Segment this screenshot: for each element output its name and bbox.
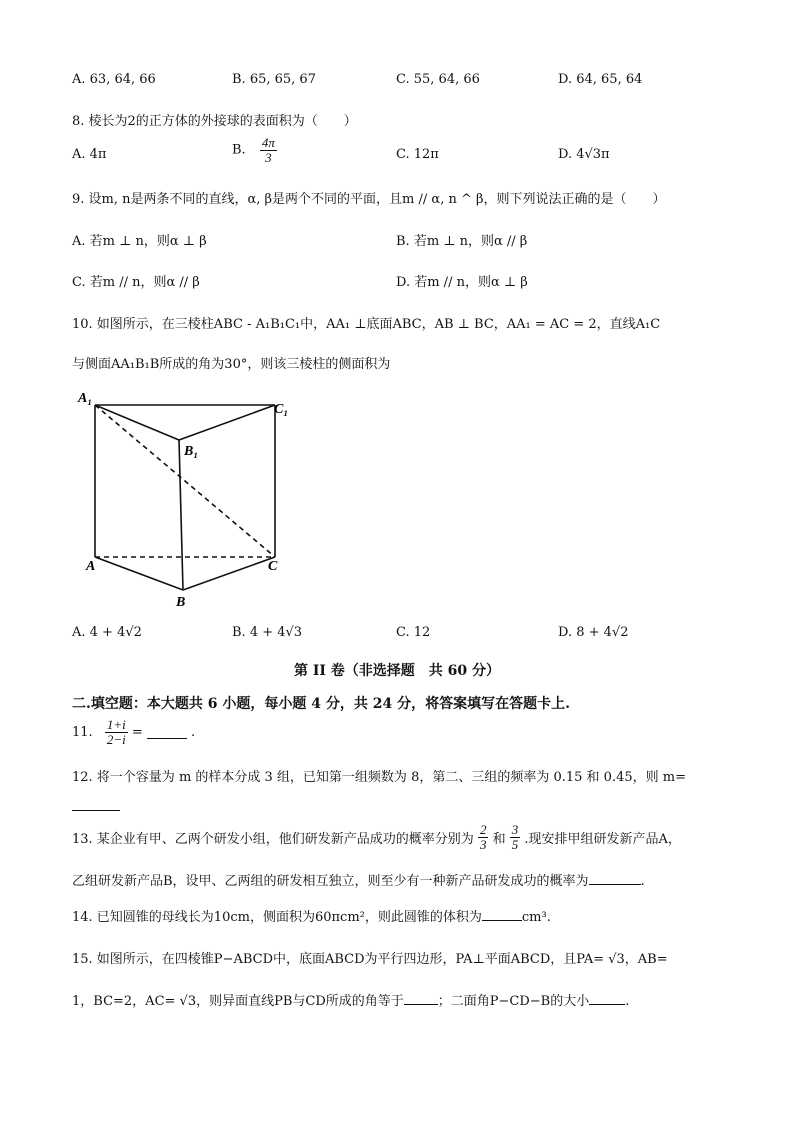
- q15-line2b: ；二面角P−CD−B的大小: [437, 994, 590, 1009]
- q11-label: 11.: [72, 724, 93, 740]
- q13-fraction-1: [478, 823, 489, 851]
- q9-option-a: A. 若m ⊥ n，则α ⊥ β: [72, 234, 207, 249]
- q8-option-b-label: B.: [232, 142, 246, 158]
- q13-and: 和: [492, 831, 506, 847]
- edge-a-b: [95, 557, 183, 590]
- section2-title: 第 II 卷（非选择题 共 60 分）: [293, 663, 501, 679]
- q13-end: .: [640, 874, 645, 889]
- edge-a1-b1: [95, 405, 179, 440]
- q7-option-c: C. 55, 64, 66: [396, 72, 480, 87]
- edge-b1-b: [179, 440, 183, 590]
- q12-text: 12. 将一个容量为 m 的样本分成 3 组，已知第一组频数为 8，第二、三组的频率为 0.15 和 0.45，则 m=: [72, 770, 686, 785]
- q9-option-b: B. 若m ⊥ n，则α // β: [396, 234, 528, 249]
- fraction-denominator: 5: [511, 836, 519, 852]
- fraction-numerator: 4π: [261, 135, 275, 150]
- diagonal-a1-c: [95, 405, 275, 557]
- label-b: B: [176, 595, 186, 610]
- fraction-numerator: 2: [479, 822, 487, 837]
- q10-stem-line2: 与侧面AA₁B₁B所成的角为30°，则该三棱柱的侧面积为: [72, 357, 391, 372]
- q10-option-c: C. 12: [396, 625, 431, 640]
- q15-answer-blank-2[interactable]: [589, 992, 625, 1005]
- q7-option-b: B. 65, 65, 67: [232, 72, 316, 87]
- q11-fraction: [105, 718, 128, 746]
- q13-line1: [72, 823, 681, 851]
- edge-b-c: [183, 557, 275, 590]
- q11-equals: =: [131, 724, 143, 740]
- label-b1: B₁: [184, 444, 199, 459]
- q13-suffix: .现安排甲组研发新产品A，: [524, 831, 681, 847]
- fraction-denominator: 3: [265, 149, 272, 165]
- q14-text: 14. 已知圆锥的母线长为10cm，侧面积为60πcm²，则此圆锥的体积为: [72, 910, 482, 925]
- q9-option-c: C. 若m // n，则α // β: [72, 275, 200, 290]
- prism-figure: [70, 385, 300, 615]
- q11-end: .: [191, 724, 196, 740]
- q8-stem: 8. 棱长为2的正方体的外接球的表面积为（ ）: [72, 114, 357, 129]
- q15-answer-blank-1[interactable]: [404, 992, 438, 1005]
- label-c1: C₁: [274, 402, 289, 417]
- label-c: C: [268, 559, 278, 574]
- q11-answer-blank[interactable]: [147, 726, 187, 739]
- q15-line1: 15. 如图所示，在四棱锥P−ABCD中，底面ABCD为平行四边形，PA⊥平面ABCD，且PA= √3，AB=: [72, 952, 668, 967]
- q13-prefix: 13. 某企业有甲、乙两个研发小组，他们研发新产品成功的概率分别为: [72, 831, 474, 847]
- q14-answer-blank[interactable]: [482, 908, 522, 921]
- q7-option-d: D. 64, 65, 64: [558, 72, 643, 87]
- q9-option-d: D. 若m // n，则α ⊥ β: [396, 275, 528, 290]
- label-a: A: [86, 559, 96, 574]
- q14-line: [72, 906, 551, 925]
- q10-option-a: A. 4 + 4√2: [72, 625, 142, 640]
- q7-option-a: A. 63, 64, 66: [72, 72, 156, 87]
- q8-option-c: C. 12π: [396, 147, 439, 162]
- q10-stem-line1: 10. 如图所示，在三棱柱ABC - A₁B₁C₁中，AA₁ ⊥底面ABC，AB ⊥ BC，AA₁ = AC = 2，直线A₁C: [72, 317, 661, 332]
- q14-unit: cm³.: [521, 910, 551, 925]
- fraction-denominator: 3: [479, 836, 487, 852]
- fraction-numerator: 1+i: [106, 717, 126, 732]
- q15-line2a: 1，BC=2，AC= √3，则异面直线PB与CD所成的角等于: [72, 994, 404, 1009]
- q8-option-b-fraction: [260, 136, 277, 164]
- edge-b1-c1: [179, 405, 275, 440]
- fraction-denominator: 2−i: [106, 731, 126, 747]
- q13-fraction-2: [510, 823, 521, 851]
- q11: [72, 718, 195, 746]
- q15-line2: [72, 990, 629, 1009]
- q13-line2-text: 乙组研发新产品B，设甲、乙两组的研发相互独立，则至少有一种新产品研发成功的概率为: [72, 874, 589, 889]
- q15-end: .: [625, 994, 630, 1009]
- q13-answer-blank[interactable]: [589, 872, 641, 885]
- label-a1: A₁: [78, 391, 93, 406]
- q12-answer-blank[interactable]: [72, 798, 120, 811]
- section2-heading: 二.填空题：本大题共 6 小题，每小题 4 分，共 24 分，将答案填写在答题卡上.: [72, 696, 570, 712]
- q8-option-d: D. 4√3π: [558, 147, 610, 162]
- fraction-numerator: 3: [511, 822, 519, 837]
- q8-option-b: [232, 136, 277, 164]
- q9-stem: 9. 设m, n是两条不同的直线，α, β是两个不同的平面，且m // α, n ^ β，则下列说法正确的是（ ）: [72, 192, 666, 207]
- q10-option-b: B. 4 + 4√3: [232, 625, 303, 640]
- q10-option-d: D. 8 + 4√2: [558, 625, 629, 640]
- q13-line2: [72, 870, 645, 889]
- q8-option-a: A. 4π: [72, 147, 107, 162]
